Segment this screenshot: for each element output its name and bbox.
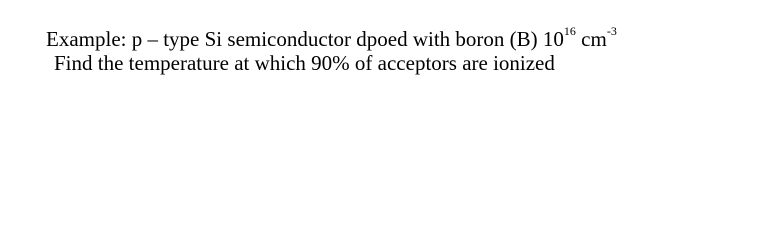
concentration-exponent: 16 bbox=[563, 24, 576, 38]
unit-exponent: -3 bbox=[606, 24, 617, 38]
question-statement: Find the temperature at which 90% of acceptors are ionized bbox=[54, 51, 555, 75]
example-statement bbox=[46, 24, 617, 51]
example-text: Example: p – type Si semiconductor dpoed with boron (B) 10 bbox=[46, 27, 564, 51]
unit-base: cm bbox=[575, 27, 607, 51]
